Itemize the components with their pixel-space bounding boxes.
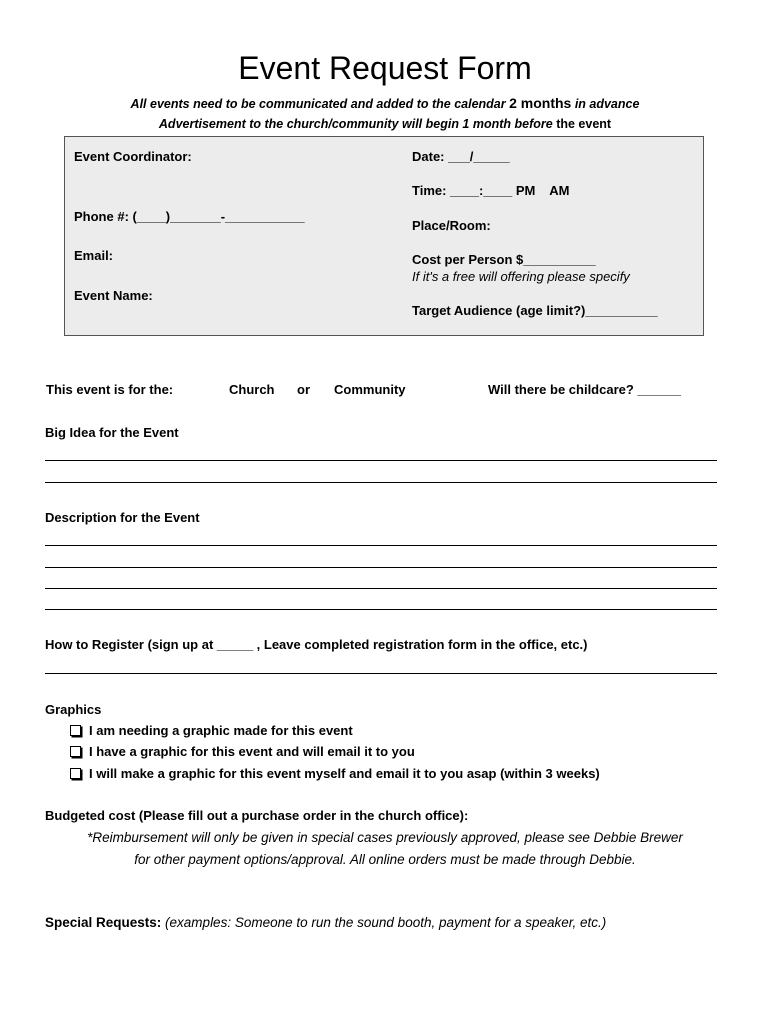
description-line-3[interactable] [45, 588, 717, 589]
graphics-option-2[interactable] [70, 744, 415, 760]
budget-note-2: for other payment options/approval. All online orders must be made through Debbie. [134, 852, 636, 867]
audience-field[interactable]: Target Audience (age limit?)__________ [412, 303, 658, 318]
graphics-option-3-label: I will make a graphic for this event myself and email it to you asap (within 3 weeks) [89, 766, 600, 781]
notice-line-1 [0, 95, 770, 112]
graphics-option-2-label: I have a graphic for this event and will email it to you [89, 744, 415, 759]
email-field[interactable]: Email: [74, 248, 114, 263]
page-title: Event Request Form [238, 50, 532, 86]
graphics-option-1[interactable] [70, 723, 353, 739]
description-line-1[interactable] [45, 545, 717, 546]
description-line-2[interactable] [45, 567, 717, 568]
notice-line-1-tail: in advance [571, 97, 640, 111]
checkbox-icon[interactable] [70, 746, 81, 757]
budget-label: Budgeted cost (Please fill out a purchase order in the church office): [45, 808, 469, 823]
special-requests-label: Special Requests: [45, 915, 162, 930]
description-line-4[interactable] [45, 609, 717, 610]
notice-line-2-tail: the event [556, 117, 612, 131]
graphics-option-3[interactable] [70, 766, 600, 782]
time-field[interactable]: Time: ____:____ PM AM [412, 183, 570, 198]
graphics-option-1-label: I am needing a graphic made for this event [89, 723, 353, 738]
register-label: How to Register (sign up at _____ , Leave completed registration form in the office, etc.) [45, 637, 588, 652]
place-field[interactable]: Place/Room: [412, 218, 491, 233]
checkbox-icon[interactable] [70, 725, 81, 736]
event-name-field[interactable]: Event Name: [74, 288, 153, 303]
checkbox-icon[interactable] [70, 768, 81, 779]
option-church[interactable]: Church [229, 382, 275, 397]
date-field[interactable]: Date: ___/_____ [412, 149, 510, 164]
big-idea-label: Big Idea for the Event [45, 425, 179, 440]
big-idea-line-2[interactable] [45, 482, 717, 483]
cost-field[interactable]: Cost per Person $__________ [412, 252, 596, 267]
notice-line-1-emphasis: 2 months [509, 95, 572, 111]
register-line[interactable] [45, 673, 717, 674]
notice-line-2-text: Advertisement to the church/community will begin 1 month before [158, 117, 557, 131]
event-for-label: This event is for the: [46, 382, 174, 397]
description-label: Description for the Event [45, 510, 200, 525]
coordinator-field[interactable]: Event Coordinator: [74, 149, 192, 164]
big-idea-line-1[interactable] [45, 460, 717, 461]
childcare-field[interactable]: Will there be childcare? ______ [488, 382, 681, 397]
option-community[interactable]: Community [334, 382, 406, 397]
notice-line-2 [0, 116, 770, 132]
graphics-label: Graphics [45, 702, 102, 717]
budget-note-1: *Reimbursement will only be given in special cases previously approved, please see Debbie Brewer [87, 830, 683, 845]
special-requests-note: (examples: Someone to run the sound booth, payment for a speaker, etc.) [161, 915, 607, 930]
phone-field[interactable]: Phone #: (____)_______-___________ [74, 209, 305, 224]
special-requests [45, 914, 606, 932]
option-or: or [297, 382, 310, 397]
notice-line-1-text: All events need to be communicated and added to the calendar [130, 97, 510, 111]
cost-note: If it's a free will offering please specify [412, 269, 630, 284]
